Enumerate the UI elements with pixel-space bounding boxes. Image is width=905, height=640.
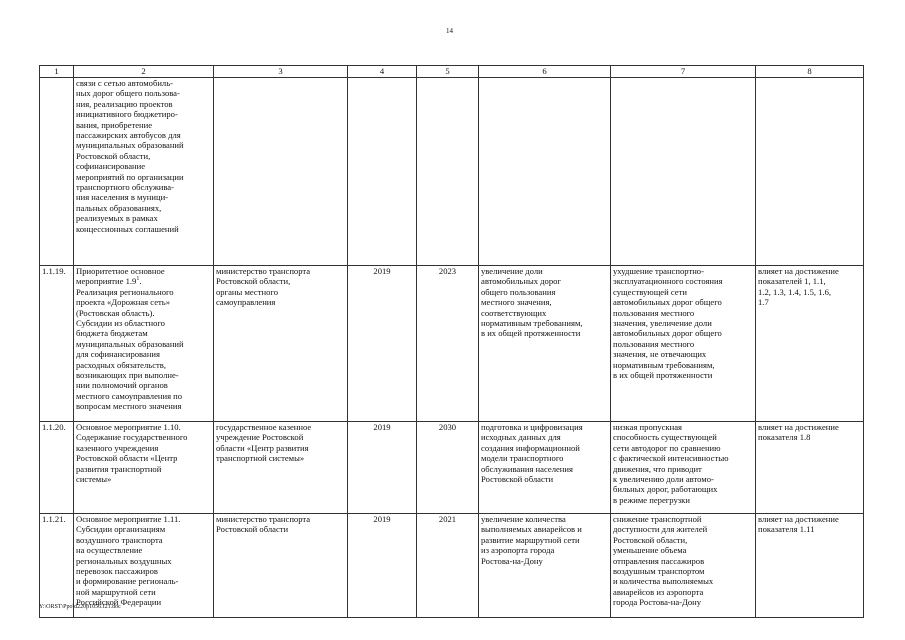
table-row <box>40 266 864 422</box>
table-row <box>40 78 864 266</box>
table-row <box>40 422 864 514</box>
start-year <box>348 78 417 266</box>
col-header-4: 4 <box>348 66 417 78</box>
non-implementation-consequence: ухудшение транспортно- эксплуатационного состояния существующей сети автомобильных дорог общего пользования местного значения, увеличение доли автомобильных дорог общего пользования местного значения, не отвечающих нормативным требованиям, в их общей протяженности <box>611 266 756 422</box>
end-year: 2030 <box>417 422 479 514</box>
col-header-8: 8 <box>756 66 864 78</box>
col-header-2: 2 <box>74 66 214 78</box>
non-implementation-consequence: низкая пропускная способность существующей сети автодорог по сравнению с фактической интенсивностью движения, что приводит к увеличению доли автомо- бильных дорог, работающих в режиме перегрузки <box>611 422 756 514</box>
measure-name-part: Приоритетное основное мероприятие 1.9 <box>76 266 165 287</box>
start-year: 2019 <box>348 266 417 422</box>
row-number: 1.1.20. <box>40 422 74 514</box>
footnote-mark: 1 <box>136 276 140 283</box>
end-year: 2021 <box>417 514 479 618</box>
measure-name: Основное мероприятие 1.10. Содержание государственного казенного учреждения Ростовской области «Центр развития транспортной системы» <box>74 422 214 514</box>
col-header-3: 3 <box>214 66 348 78</box>
expected-result: увеличение доли автомобильных дорог общего пользования местного значения, соответствующих нормативным требованиям, в их общей протяженности <box>479 266 611 422</box>
header-row <box>40 66 864 78</box>
row-number: 1.1.21. <box>40 514 74 618</box>
expected-result: увеличение количества выполняемых авиарейсов и развитие маршрутной сети из аэропорта города Ростова-на-Дону <box>479 514 611 618</box>
expected-result: подготовка и цифровизация исходных данных для создания информационной модели транспортного обслуживания населения Ростовской области <box>479 422 611 514</box>
col-header-5: 5 <box>417 66 479 78</box>
expected-result <box>479 78 611 266</box>
file-path-footer: Y:\ORST\Ppo\d220p1056.f21.doc <box>39 604 121 610</box>
executor <box>214 78 348 266</box>
executor: государственное казенное учреждение Ростовской области «Центр развития транспортной системы» <box>214 422 348 514</box>
page-number: 14 <box>446 27 453 35</box>
table-row <box>40 514 864 618</box>
measure-name: Основное мероприятие 1.11. Субсидии организациям воздушного транспорта на осуществление региональных воздушных перевозок пассажиров и формирование региональ- ной маршрутной сети Российской Федерации <box>74 514 214 618</box>
measure-name <box>74 266 214 422</box>
row-number <box>40 78 74 266</box>
indicator-link: влияет на достижение показателя 1.8 <box>756 422 864 514</box>
non-implementation-consequence <box>611 78 756 266</box>
indicator-link: влияет на достижение показателя 1.11 <box>756 514 864 618</box>
start-year: 2019 <box>348 422 417 514</box>
measure-name-part: . Реализация регионального проекта «Дорожная сеть» (Ростовская область). Субсидии из областного бюджета бюджетам муниципальных образований для софинансирования расходных обязательств, возникающих при выполне- нии полномочий органов местного самоуправления по вопросам местного значения <box>76 276 184 412</box>
measure-name: связи с сетью автомобиль- ных дорог общего пользова- ния, реализацию проектов инициативного бюджетиро- вания, приобретение пассажирских автобусов для муниципальных образований Ростовской области, софинансирование мероприятий по организации транспортного обслужива- ния населения в муници- пальных образованиях, реализуемых в рамках концессионных соглашений <box>74 78 214 266</box>
end-year: 2023 <box>417 266 479 422</box>
row-number: 1.1.19. <box>40 266 74 422</box>
indicator-link <box>756 78 864 266</box>
col-header-1: 1 <box>40 66 74 78</box>
col-header-6: 6 <box>479 66 611 78</box>
executor: министерство транспорта Ростовской области <box>214 514 348 618</box>
indicator-link: влияет на достижение показателей 1, 1.1, 1.2, 1.3, 1.4, 1.5, 1.6, 1.7 <box>756 266 864 422</box>
executor: министерство транспорта Ростовской области, органы местного самоуправления <box>214 266 348 422</box>
non-implementation-consequence: снижение транспортной доступности для жителей Ростовской области, уменьшение объема отправления пассажиров воздушным транспортом и количества выполняемых авиарейсов из аэропорта города Ростова-на-Дону <box>611 514 756 618</box>
col-header-7: 7 <box>611 66 756 78</box>
start-year: 2019 <box>348 514 417 618</box>
measures-table <box>39 65 864 618</box>
end-year <box>417 78 479 266</box>
